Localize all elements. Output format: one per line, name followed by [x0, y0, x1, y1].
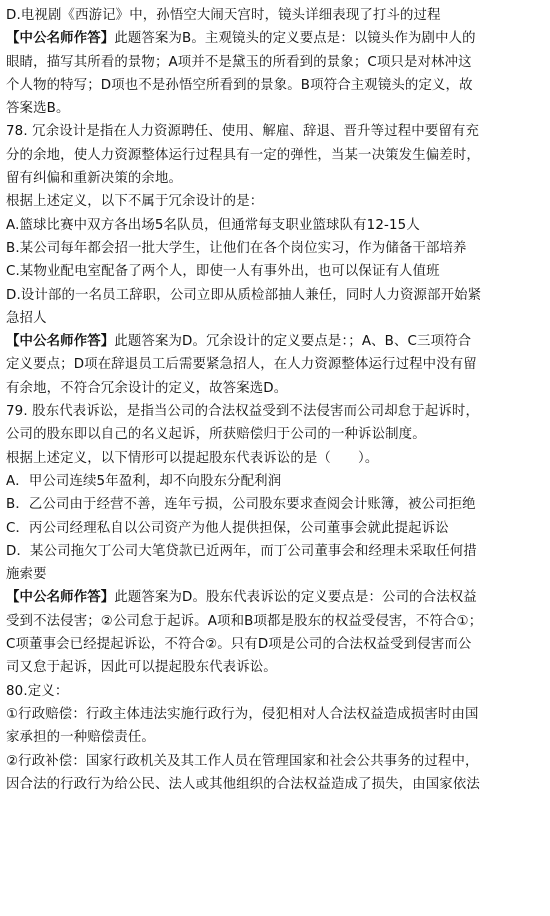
text-line: [6, 4, 546, 27]
text-line: [6, 214, 546, 237]
text-line: [6, 633, 546, 656]
text-line: [6, 377, 546, 400]
line-text: 此题答案为D。股东代表诉讼的定义要点是：公司的合法权益: [114, 590, 477, 606]
text-line: [6, 773, 546, 796]
document-page: [6, 4, 546, 796]
line-text: 80.定义：: [6, 683, 69, 699]
text-line: [6, 447, 546, 470]
text-line: [6, 307, 546, 330]
line-text: A．甲公司连续5年盈利，却不向股东分配利润: [6, 473, 282, 489]
text-line: [6, 97, 546, 120]
line-text: 根据上述定义，以下不属于冗余设计的是：: [6, 194, 264, 210]
text-line: [6, 74, 546, 97]
line-text: 家承担的一种赔偿责任。: [6, 730, 155, 746]
line-text: B．乙公司由于经营不善，连年亏损，公司股东要求查阅会计账簿，被公司拒绝: [6, 497, 476, 513]
text-line: [6, 493, 546, 516]
text-line: [6, 237, 546, 260]
text-line: [6, 610, 546, 633]
line-text: ②行政补偿：国家行政机关及其工作人员在管理国家和社会公共事务的过程中，: [6, 753, 479, 769]
line-text: 施索要: [6, 567, 47, 583]
text-line: [6, 470, 546, 493]
line-text: 受到不法侵害；②公司怠于起诉。A项和B项都是股东的权益受侵害，不符合①；: [6, 613, 483, 629]
line-text: D．某公司拖欠丁公司大笔贷款已近两年，而丁公司董事会和经理未采取任何措: [6, 543, 477, 559]
text-line: [6, 190, 546, 213]
text-line: [6, 586, 546, 609]
text-line: [6, 120, 546, 143]
line-text: 根据上述定义，以下情形可以提起股东代表诉讼的是（ ）。: [6, 450, 379, 466]
text-line: [6, 423, 546, 446]
text-line: [6, 680, 546, 703]
line-text: C项董事会已经提起诉讼，不符合②。只有D项是公司的合法权益受到侵害而公: [6, 637, 472, 653]
line-text: 78. 冗余设计是指在人力资源聘任、使用、解雇、辞退、晋升等过程中要留有充: [6, 124, 479, 140]
answer-tag: 【中公名师作答】: [6, 31, 115, 47]
line-text: 留有纠偏和重新决策的余地。: [6, 171, 183, 187]
text-line: [6, 750, 546, 773]
text-line: [6, 703, 546, 726]
text-line: [6, 330, 546, 353]
text-line: [6, 656, 546, 679]
line-text: 分的余地，使人力资源整体运行过程具有一定的弹性，当某一决策发生偏差时，: [6, 147, 480, 163]
line-text: 此题答案为B。主观镜头的定义要点是：以镜头作为剧中人的: [114, 31, 476, 47]
line-text: 眼睛，描写其所看的景物；A项并不是黛玉的所看到的景象；C项只是对林冲这: [6, 54, 472, 70]
line-text: C.某物业配电室配备了两个人，即使一人有事外出，也可以保证有人值班: [6, 264, 440, 280]
line-text: 司又怠于起诉，因此可以提起股东代表诉讼。: [6, 660, 277, 676]
line-text: ①行政赔偿：行政主体违法实施行政行为，侵犯相对人合法权益造成损害时由国: [6, 706, 479, 722]
line-text: C．丙公司经理私自以公司资产为他人提供担保，公司董事会就此提起诉讼: [6, 520, 449, 536]
line-text: 79. 股东代表诉讼，是指当公司的合法权益受到不法侵害而公司却怠于起诉时，: [6, 404, 479, 420]
line-text: 公司的股东即以自己的名义起诉，所获赔偿归于公司的一种诉讼制度。: [6, 427, 426, 443]
text-line: [6, 144, 546, 167]
line-text: 定义要点；D项在辞退员工后需要紧急招人，在人力资源整体运行过程中没有留: [6, 357, 477, 373]
text-line: [6, 517, 546, 540]
text-line: [6, 726, 546, 749]
text-line: [6, 353, 546, 376]
text-line: [6, 284, 546, 307]
line-text: D.设计部的一名员工辞职，公司立即从质检部抽人兼任，同时人力资源部开始紧: [6, 287, 482, 303]
line-text: D.电视剧《西游记》中，孙悟空大闹天宫时，镜头详细表现了打斗的过程: [6, 8, 441, 23]
line-text: A.篮球比赛中双方各出场5名队员，但通常每支职业篮球队有12-15人: [6, 217, 420, 233]
text-line: [6, 51, 546, 74]
text-line: [6, 27, 546, 50]
line-text: 急招人: [6, 310, 47, 326]
line-text: 答案选B。: [6, 101, 70, 117]
line-text: 因合法的行政行为给公民、法人或其他组织的合法权益造成了损失，由国家依法: [6, 776, 480, 792]
line-text: 个人物的特写；D项也不是孙悟空所看到的景象。B项符合主观镜头的定义，故: [6, 77, 473, 93]
line-text: 有余地，不符合冗余设计的定义，故答案选D。: [6, 380, 288, 396]
text-line: [6, 540, 546, 563]
text-line: [6, 400, 546, 423]
line-text: B.某公司每年都会招一批大学生，让他们在各个岗位实习，作为储备干部培养: [6, 240, 467, 256]
text-line: [6, 563, 546, 586]
answer-tag: 【中公名师作答】: [6, 334, 115, 350]
text-line: [6, 260, 546, 283]
answer-tag: 【中公名师作答】: [6, 590, 115, 606]
text-line: [6, 167, 546, 190]
line-text: 此题答案为D。冗余设计的定义要点是：；A、B、C三项符合: [114, 334, 472, 350]
